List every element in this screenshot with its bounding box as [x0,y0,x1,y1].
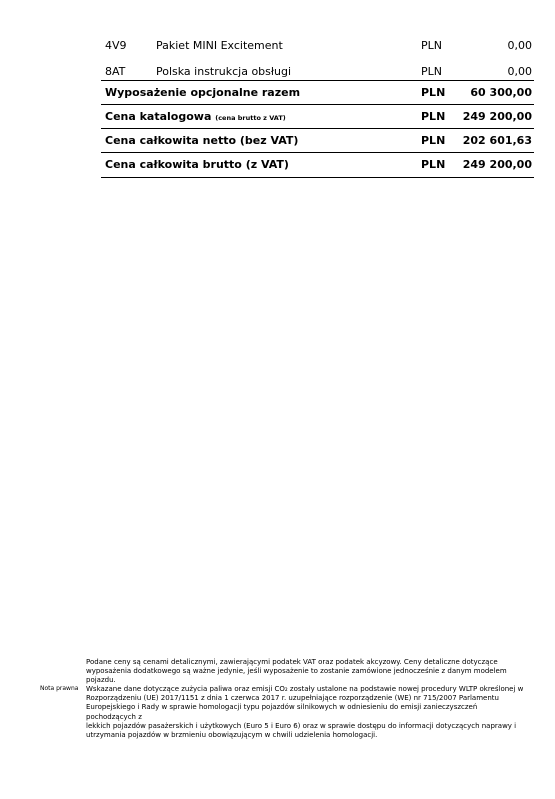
item-amount: 0,00 [507,39,532,52]
legal-note-text [86,658,526,740]
net-price-amount: 202 601,63 [462,134,532,147]
optional-total-currency: PLN [421,86,446,99]
catalog-price-label-wrap [105,110,286,123]
item-currency: PLN [421,39,442,52]
legal-note-label: Nota prawna [40,685,79,692]
optional-total-label: Wyposażenie opcjonalne razem [105,86,301,99]
item-name: Pakiet MINI Excitement [156,39,283,52]
table-row [101,34,534,58]
gross-price-row [101,153,534,178]
item-code: 8AT [105,65,126,78]
legal-line: utrzymania pojazdów w brzmieniu obowiązującym w chwili udzielenia homologacji. [86,730,378,739]
legal-line: lekkich pojazdów pasażerskich i użytkowych (Euro 5 i Euro 6) oraz w sprawie dostępu do informacji dotyczących naprawy i [86,721,517,730]
legal-line: Podane ceny są cenami detalicznymi, zawierającymi podatek VAT oraz podatek akcyzowy. Ceny detaliczne dotyczące [86,658,498,666]
catalog-price-amount: 249 200,00 [462,110,532,123]
optional-total-amount: 60 300,00 [470,86,532,99]
table-row [101,58,534,81]
legal-line: Rozporządzeniu (UE) 2017/1151 z dnia 1 czerwca 2017 r. uzupełniające rozporządzenie (WE) nr 715/2007 Parlamentu [86,694,499,703]
catalog-price-currency: PLN [421,110,446,123]
item-code: 4V9 [105,39,127,52]
item-amount: 0,00 [507,65,532,78]
catalog-price-label: Cena katalogowa [105,110,212,123]
net-price-currency: PLN [421,134,446,147]
gross-price-amount: 249 200,00 [462,158,532,171]
catalog-price-note: (cena brutto z VAT) [215,114,286,122]
item-currency: PLN [421,65,442,78]
catalog-price-row [101,105,534,129]
item-name: Polska instrukcja obsługi [156,65,292,78]
net-price-label: Cena całkowita netto (bez VAT) [105,134,299,147]
gross-price-currency: PLN [421,158,446,171]
optional-total-row [101,81,534,105]
net-price-row [101,129,534,153]
legal-line: Europejskiego i Rady w sprawie homologacji typu pojazdów silnikowych w odniesieniu do emisji zanieczyszczeń pochodzących z [86,703,478,721]
legal-line: wyposażenia dodatkowego są ważne jedynie, jeśli wyposażenie to zostanie zamówione jednocześnie z danym modelem pojazdu. [86,667,507,685]
price-table [101,34,534,178]
legal-line: Wskazane dane dotyczące zużycia paliwa oraz emisji CO₂ zostały ustalone na podstawie nowej procedury WLTP określonej w [86,685,524,694]
gross-price-label: Cena całkowita brutto (z VAT) [105,158,289,171]
